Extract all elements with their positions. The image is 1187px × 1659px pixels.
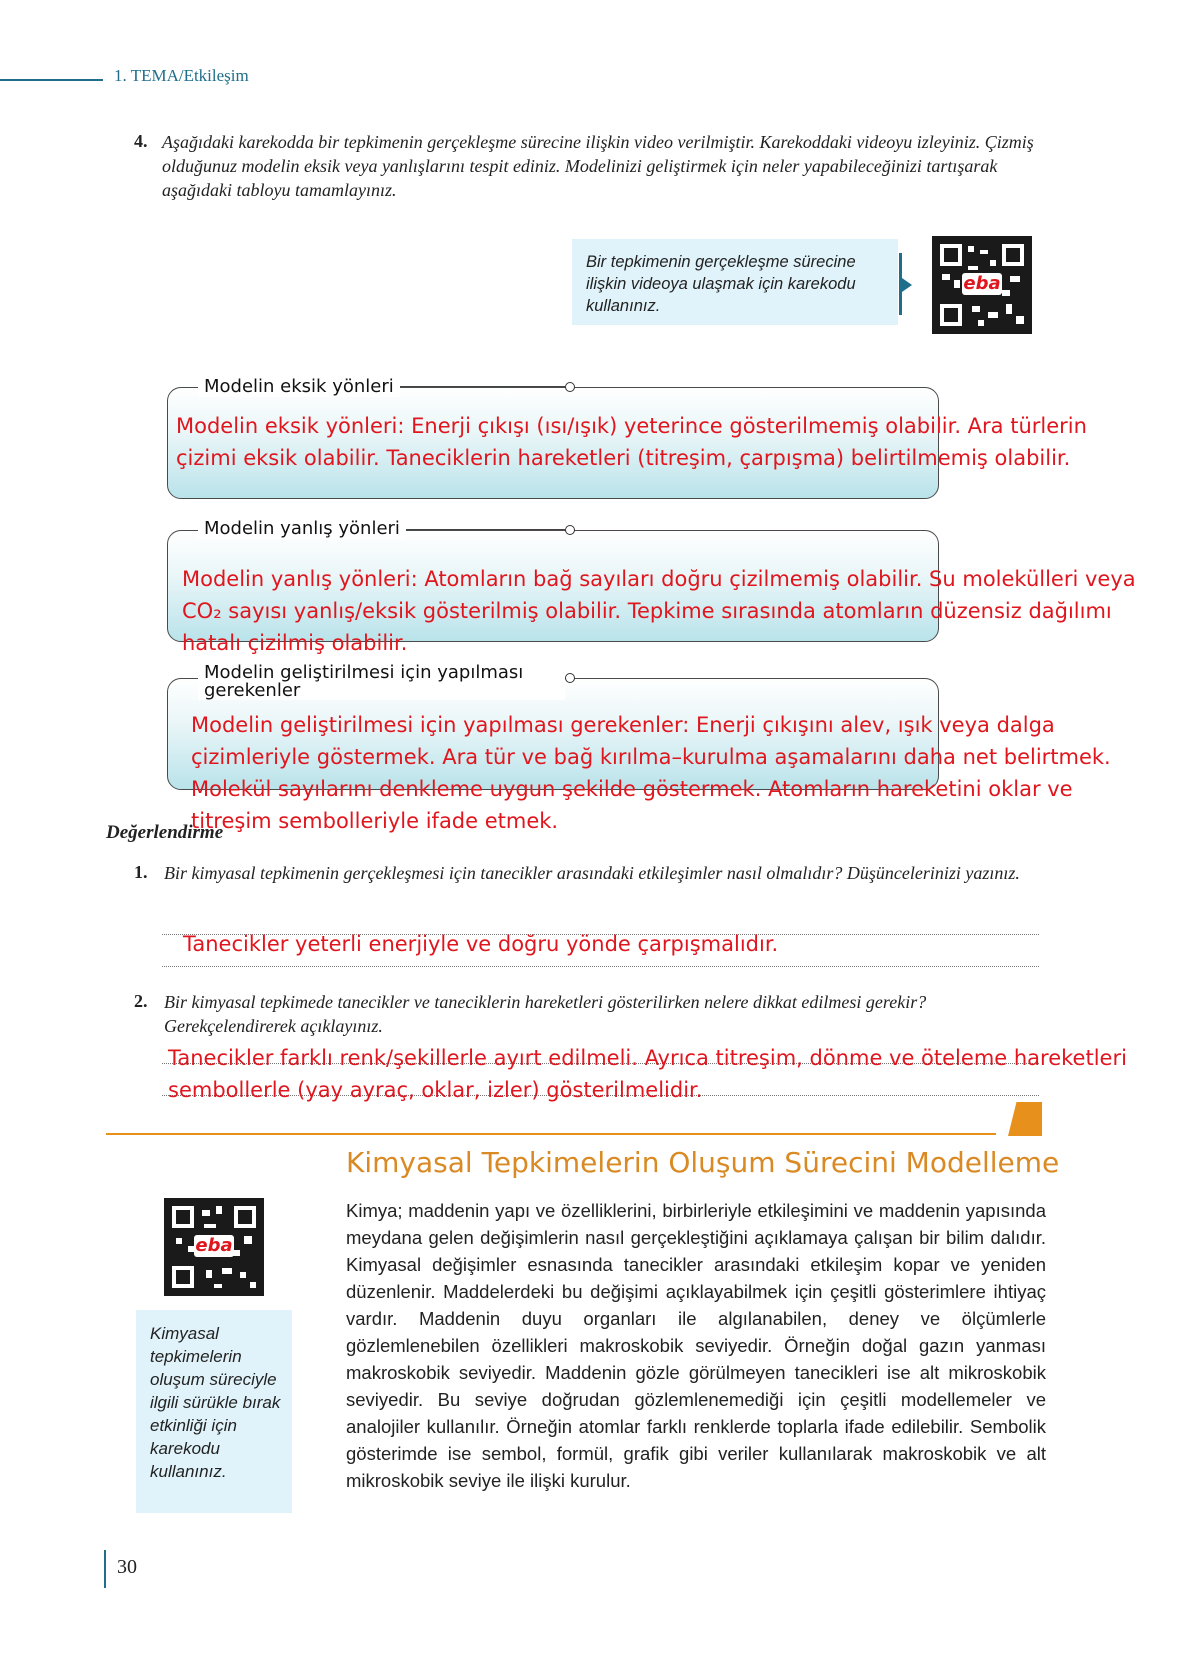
evaluation-heading: Değerlendirme: [106, 822, 224, 843]
eval-answer-1-line-b: [162, 966, 1039, 967]
eba-logo: eba: [195, 1235, 233, 1256]
section-corner-mark: [1008, 1102, 1042, 1136]
header-rule: [0, 79, 103, 81]
model-row-2-answer: Modelin yanlış yönleri: Atomların bağ sayıları doğru çizilmemiş olabilir. Su molekülleri veya CO₂ sayısı yanlış/eksik gösterilmiş olabilir. Tepkime sırasında atomların düzensiz dağılımı hatalı çizilmiş olabilir.: [182, 567, 1136, 655]
section-body: Kimya; maddenin yapı ve özelliklerini, birbirleriyle etkileşimini ve maddenin yapısında meydana gelen değişimlerin nasıl gerçekleştiğini açıklamaya çalışan bir bilim dalıdır. Kimyasal değişimler esnasında tanecikler arasındaki etkileşim kopar ve yeniden düzenlenir. Maddelerdeki bu değişimi açıklayabilmek için çeşitli gösterimlere ihtiyaç vardır. Maddenin duyu organları ile algılanabilen, deney ve ölçümlerle gözlemlenebilen özellikleri makroskobik seviyedir. Örneğin doğal gazın yanması makroskobik seviyedir. Maddenin gözle görülmeyen tanecikleri ise alt mikroskobik seviyedir. Bu seviye doğrudan gözlemlenemediği için çeşitli modellemeler ve analojiler kullanılır. Örneğin atomlar farklı renklerde toplarla ifade edilebilir. Sembolik gösterimde ise sembol, formül, grafik gibi veriler kullanılarak makroskobik ve alt mikroskobik seviye ile ilişki kurulur.: [346, 1200, 1046, 1491]
model-row-1-label: Modelin eksik yönleri: [198, 376, 400, 397]
eval-question-1-answer: Tanecikler yeterli enerjiyle ve doğru yönde çarpışmalıdır.: [183, 932, 779, 956]
qr-note-top-text: Bir tepkimenin gerçekleşme sürecine ilişkin videoya ulaşmak için karekodu kullanınız.: [586, 253, 856, 315]
qr-code-top[interactable]: [932, 236, 1032, 334]
model-row-3-label: Modelin geliştirilmesi için yapılması gerekenler: [198, 664, 565, 700]
model-row-2-label: Modelin yanlış yönleri: [198, 518, 406, 539]
page-number-bar: [104, 1550, 106, 1588]
model-row-3-dot: [565, 673, 575, 683]
qr-note-top-arrow: [902, 278, 912, 292]
header-title: 1. TEMA/Etkileşim: [114, 66, 249, 85]
section-rule: [106, 1133, 996, 1135]
model-row-1-dot: [565, 382, 575, 392]
eval-question-2-text: Bir kimyasal tepkimede tanecikler ve taneciklerin hareketleri gösterilirken nelere dikkat edilmesi gerekir? Gerekçelendirerek açıklayınız.: [164, 992, 927, 1036]
eval-question-1-number: 1.: [134, 862, 148, 882]
question-4-number: 4.: [134, 131, 148, 151]
page-number: 30: [117, 1556, 137, 1578]
eval-question-2-number: 2.: [134, 991, 148, 1011]
qr-code-side[interactable]: [164, 1198, 264, 1296]
qr-note-side: [136, 1310, 292, 1513]
eval-question-2-answer: Tanecikler farklı renk/şekillerle ayırt edilmeli. Ayrıca titreşim, dönme ve öteleme hareketleri sembollerle (yay ayraç, oklar, izler) gösterilmelidir.: [168, 1046, 1127, 1102]
qr-note-top: [572, 239, 898, 325]
question-4-text: Aşağıdaki karekodda bir tepkimenin gerçekleşme sürecine ilişkin video verilmiştir. Karekoddaki videoyu izleyiniz. Çizmiş olduğunuz modelin eksik veya yanlışlarını tespit ediniz. Modelinizi geliştirmek için neler yapabileceğinizi tartışarak aşağıdaki tabloyu tamamlayınız.: [162, 132, 1034, 200]
model-row-1-answer: Modelin eksik yönleri: Enerji çıkışı (ısı/ışık) yeterince gösterilmemiş olabilir. Ara türlerin çizimi eksik olabilir. Taneciklerin hareketleri (titreşim, çarpışma) belirtilmemiş olabilir.: [176, 414, 1087, 470]
eba-logo: eba: [963, 273, 1001, 294]
section-title: Kimyasal Tepkimelerin Oluşum Sürecini Modelleme: [346, 1146, 1060, 1179]
eval-question-1-text: Bir kimyasal tepkimenin gerçekleşmesi için tanecikler arasındaki etkileşimler nasıl olmalıdır? Düşüncelerinizi yazınız.: [164, 863, 1020, 883]
qr-note-side-text: Kimyasal tepkimelerin oluşum süreciyle ilgili sürükle bırak etkinliği için karekodu kullanınız.: [150, 1324, 281, 1481]
model-row-3-answer: Modelin geliştirilmesi için yapılması gerekenler: Enerji çıkışını alev, ışık veya dalga çizimleriyle göstermek. Ara tür ve bağ kırılma–kurulma aşamalarını daha net belirtmek. Molekül sayılarını denkleme uygun şekilde göstermek. Atomların hareketini oklar ve titreşim sembolleriyle ifade etmek.: [191, 713, 1111, 833]
model-row-2-dot: [565, 525, 575, 535]
